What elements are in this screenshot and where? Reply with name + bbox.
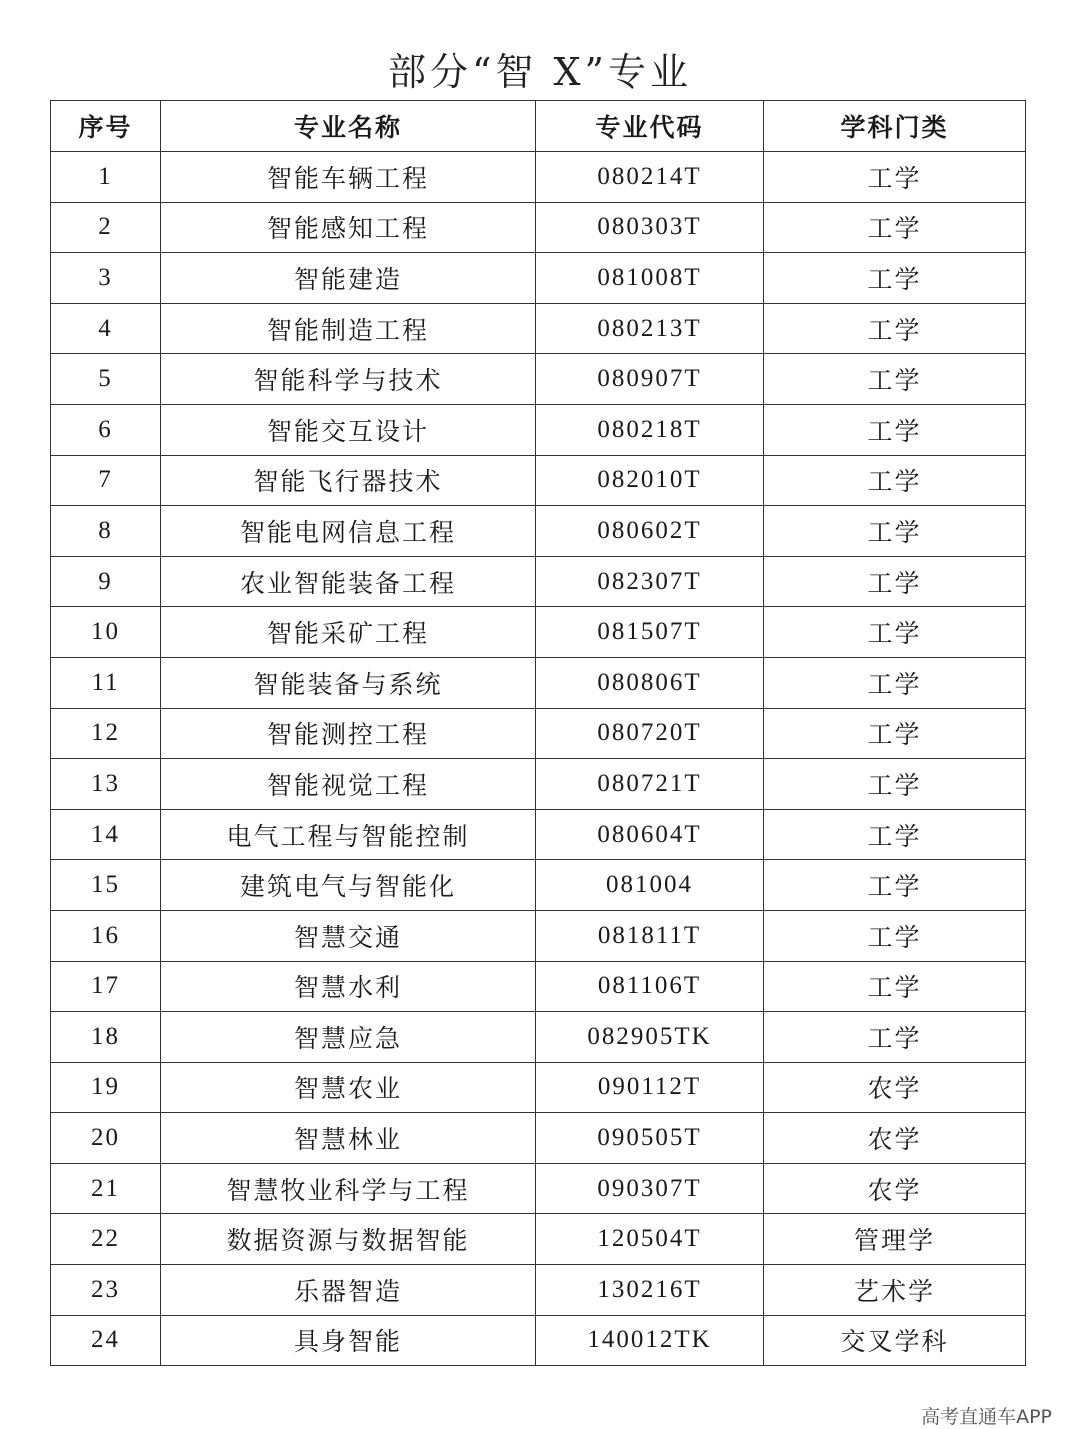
discipline-cell: 工学 — [764, 506, 1026, 557]
major-name-cell: 乐器智造 — [161, 1265, 536, 1316]
row-index-cell: 17 — [51, 961, 161, 1012]
major-code-cell: 080720T — [536, 708, 764, 759]
table-row — [51, 708, 1026, 759]
major-code-cell: 082905TK — [536, 1012, 764, 1063]
major-code-cell: 081008T — [536, 253, 764, 304]
discipline-cell: 工学 — [764, 202, 1026, 253]
page-title: 部分“智 X”专业 — [388, 50, 692, 94]
row-index-cell: 3 — [51, 253, 161, 304]
major-code-cell: 080602T — [536, 506, 764, 557]
row-index-cell: 20 — [51, 1113, 161, 1164]
major-name-cell: 电气工程与智能控制 — [161, 809, 536, 860]
discipline-cell: 农学 — [764, 1113, 1026, 1164]
major-code-cell: 140012TK — [536, 1315, 764, 1366]
major-code-cell: 081507T — [536, 607, 764, 658]
table-row — [51, 303, 1026, 354]
discipline-cell: 工学 — [764, 657, 1026, 708]
discipline-cell: 工学 — [764, 961, 1026, 1012]
major-name-cell: 智能建造 — [161, 253, 536, 304]
major-name-cell: 农业智能装备工程 — [161, 556, 536, 607]
row-index-cell: 23 — [51, 1265, 161, 1316]
row-index-cell: 13 — [51, 759, 161, 810]
major-code-cell: 080806T — [536, 657, 764, 708]
table-row — [51, 152, 1026, 203]
discipline-cell: 工学 — [764, 809, 1026, 860]
major-code-cell: 080218T — [536, 404, 764, 455]
watermark: 高考直通车APP — [921, 1406, 1052, 1428]
major-name-cell: 智能科学与技术 — [161, 354, 536, 405]
table-row — [51, 1265, 1026, 1316]
major-code-cell: 090307T — [536, 1163, 764, 1214]
table-row — [51, 1012, 1026, 1063]
discipline-cell: 工学 — [764, 607, 1026, 658]
discipline-cell: 工学 — [764, 759, 1026, 810]
row-index-cell: 10 — [51, 607, 161, 658]
major-name-cell: 建筑电气与智能化 — [161, 860, 536, 911]
major-name-cell: 智能飞行器技术 — [161, 455, 536, 506]
table-row — [51, 404, 1026, 455]
table-row — [51, 657, 1026, 708]
header-major-name: 专业名称 — [161, 101, 536, 152]
row-index-cell: 5 — [51, 354, 161, 405]
major-code-cell: 080907T — [536, 354, 764, 405]
table-body — [51, 152, 1026, 1366]
table-row — [51, 860, 1026, 911]
discipline-cell: 艺术学 — [764, 1265, 1026, 1316]
row-index-cell: 16 — [51, 910, 161, 961]
major-name-cell: 智能感知工程 — [161, 202, 536, 253]
discipline-cell: 管理学 — [764, 1214, 1026, 1265]
table-row — [51, 202, 1026, 253]
row-index-cell: 4 — [51, 303, 161, 354]
major-name-cell: 智慧林业 — [161, 1113, 536, 1164]
major-name-cell: 智慧应急 — [161, 1012, 536, 1063]
major-code-cell: 082010T — [536, 455, 764, 506]
major-name-cell: 具身智能 — [161, 1315, 536, 1366]
major-code-cell: 130216T — [536, 1265, 764, 1316]
major-name-cell: 智能装备与系统 — [161, 657, 536, 708]
discipline-cell: 工学 — [764, 860, 1026, 911]
major-code-cell: 090505T — [536, 1113, 764, 1164]
row-index-cell: 21 — [51, 1163, 161, 1214]
discipline-cell: 工学 — [764, 152, 1026, 203]
major-code-cell: 080214T — [536, 152, 764, 203]
discipline-cell: 工学 — [764, 354, 1026, 405]
major-name-cell: 智慧交通 — [161, 910, 536, 961]
header-major-code: 专业代码 — [536, 101, 764, 152]
table-row — [51, 1113, 1026, 1164]
major-code-cell: 082307T — [536, 556, 764, 607]
major-name-cell: 智能交互设计 — [161, 404, 536, 455]
table-row — [51, 809, 1026, 860]
row-index-cell: 1 — [51, 152, 161, 203]
majors-table — [50, 100, 1026, 1366]
table-row — [51, 354, 1026, 405]
table-header-row — [51, 101, 1026, 152]
major-name-cell: 智慧农业 — [161, 1062, 536, 1113]
major-code-cell: 080213T — [536, 303, 764, 354]
discipline-cell: 工学 — [764, 1012, 1026, 1063]
major-name-cell: 智慧牧业科学与工程 — [161, 1163, 536, 1214]
major-code-cell: 080303T — [536, 202, 764, 253]
header-discipline: 学科门类 — [764, 101, 1026, 152]
discipline-cell: 交叉学科 — [764, 1315, 1026, 1366]
discipline-cell: 工学 — [764, 910, 1026, 961]
major-code-cell: 080604T — [536, 809, 764, 860]
header-index: 序号 — [51, 101, 161, 152]
discipline-cell: 工学 — [764, 404, 1026, 455]
table-row — [51, 910, 1026, 961]
discipline-cell: 工学 — [764, 556, 1026, 607]
row-index-cell: 15 — [51, 860, 161, 911]
table-row — [51, 607, 1026, 658]
row-index-cell: 24 — [51, 1315, 161, 1366]
table-row — [51, 455, 1026, 506]
discipline-cell: 工学 — [764, 303, 1026, 354]
discipline-cell: 工学 — [764, 708, 1026, 759]
major-name-cell: 数据资源与数据智能 — [161, 1214, 536, 1265]
major-name-cell: 智能车辆工程 — [161, 152, 536, 203]
major-name-cell: 智能制造工程 — [161, 303, 536, 354]
major-code-cell: 090112T — [536, 1062, 764, 1113]
table-row — [51, 759, 1026, 810]
major-name-cell: 智慧水利 — [161, 961, 536, 1012]
row-index-cell: 11 — [51, 657, 161, 708]
row-index-cell: 6 — [51, 404, 161, 455]
discipline-cell: 农学 — [764, 1062, 1026, 1113]
row-index-cell: 8 — [51, 506, 161, 557]
table-row — [51, 1315, 1026, 1366]
table-row — [51, 253, 1026, 304]
discipline-cell: 工学 — [764, 455, 1026, 506]
table-row — [51, 506, 1026, 557]
row-index-cell: 19 — [51, 1062, 161, 1113]
row-index-cell: 9 — [51, 556, 161, 607]
major-code-cell: 120504T — [536, 1214, 764, 1265]
row-index-cell: 7 — [51, 455, 161, 506]
row-index-cell: 14 — [51, 809, 161, 860]
major-code-cell: 080721T — [536, 759, 764, 810]
major-code-cell: 081811T — [536, 910, 764, 961]
major-name-cell: 智能采矿工程 — [161, 607, 536, 658]
row-index-cell: 18 — [51, 1012, 161, 1063]
table-row — [51, 556, 1026, 607]
major-name-cell: 智能测控工程 — [161, 708, 536, 759]
major-code-cell: 081004 — [536, 860, 764, 911]
table-row — [51, 1214, 1026, 1265]
row-index-cell: 2 — [51, 202, 161, 253]
discipline-cell: 农学 — [764, 1163, 1026, 1214]
major-code-cell: 081106T — [536, 961, 764, 1012]
major-name-cell: 智能视觉工程 — [161, 759, 536, 810]
table-row — [51, 1163, 1026, 1214]
table-row — [51, 961, 1026, 1012]
row-index-cell: 22 — [51, 1214, 161, 1265]
table-row — [51, 1062, 1026, 1113]
row-index-cell: 12 — [51, 708, 161, 759]
major-name-cell: 智能电网信息工程 — [161, 506, 536, 557]
discipline-cell: 工学 — [764, 253, 1026, 304]
